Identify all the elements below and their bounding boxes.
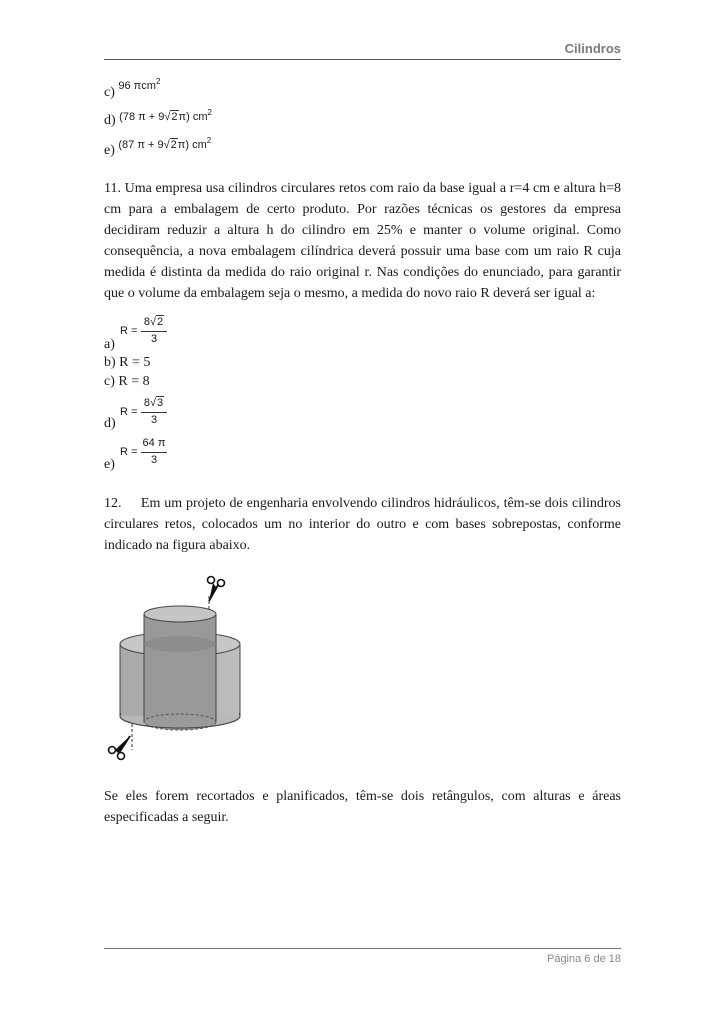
prev-option-c-expr: 96 πcm2 bbox=[118, 77, 161, 92]
question-11-number: 11. bbox=[104, 181, 121, 196]
footer-rule bbox=[104, 948, 621, 949]
header-rule bbox=[104, 59, 621, 60]
question-12-text: Em um projeto de engenharia envolvendo cilindros hidráulicos, têm-se dois cilindros circulares retos, colocados um no interior do outro e com bases sobrepostas, conforme indicado na figura abaixo. bbox=[104, 496, 621, 553]
prev-option-e: e) $^{(87 \pi + 9√2\pi) cm^2}$ bbox=[104, 136, 212, 158]
question-11-text: Uma empresa usa cilindros circulares retos com raio da base igual a r=4 cm e altura h=8 cm para a embalagem de certo produto. Por razões técnicas os gestores da empresa decidiram reduzir a altura h do cilindro em 25% e manter o volume original. Como consequência, a nova embalagem cilíndrica deverá possuir uma base com um raio R cuja medida é distinta da medida do raio original r. Nas condições do enunciado, para garantir que o volume da embalagem seja o mesmo, a medida do novo raio R deverá ser igual a: bbox=[104, 181, 622, 301]
prev-option-c: c) $^{96 \pi cm^2}$ bbox=[104, 77, 161, 100]
q11-option-b: b) R = 5 bbox=[104, 355, 151, 370]
q11-option-a-fraction: R = 8√2 3 bbox=[120, 316, 170, 348]
page-number: Página 6 de 18 bbox=[546, 953, 621, 965]
q11-option-d-letter: d) bbox=[104, 416, 116, 431]
q11-option-e-letter: e) bbox=[104, 457, 115, 472]
cylinders-figure bbox=[104, 572, 244, 769]
prev-option-d-expr: (78 π + 9√2π) cm2 bbox=[119, 108, 212, 123]
q11-option-e-fraction: R = 64 π 3 bbox=[120, 437, 166, 466]
question-11 bbox=[104, 178, 621, 304]
question-12 bbox=[104, 493, 621, 556]
q11-option-c: c) R = 8 bbox=[104, 374, 150, 389]
inner-cylinder bbox=[144, 614, 216, 722]
scissors-bottom-icon bbox=[109, 736, 131, 760]
prev-option-e-expr: (87 π + 9√2π) cm2 bbox=[118, 136, 212, 151]
question-12-number: 12. bbox=[104, 496, 122, 511]
header-title: Cilindros bbox=[564, 41, 621, 56]
cylinders-figure-svg bbox=[104, 572, 244, 764]
prev-option-d: d) $^{(78 \pi + 9√2\pi) cm^2}$ bbox=[104, 108, 212, 128]
q11-option-a-letter: a) bbox=[104, 337, 115, 352]
q11-option-d-fraction: R = 8√3 3 bbox=[120, 397, 170, 429]
scissors-top-icon bbox=[208, 577, 225, 602]
question-12-continuation: Se eles forem recortados e planificados, têm-se dois retângulos, com alturas e áreas especificadas a seguir. bbox=[104, 789, 621, 825]
inner-cylinder-top bbox=[144, 606, 216, 622]
